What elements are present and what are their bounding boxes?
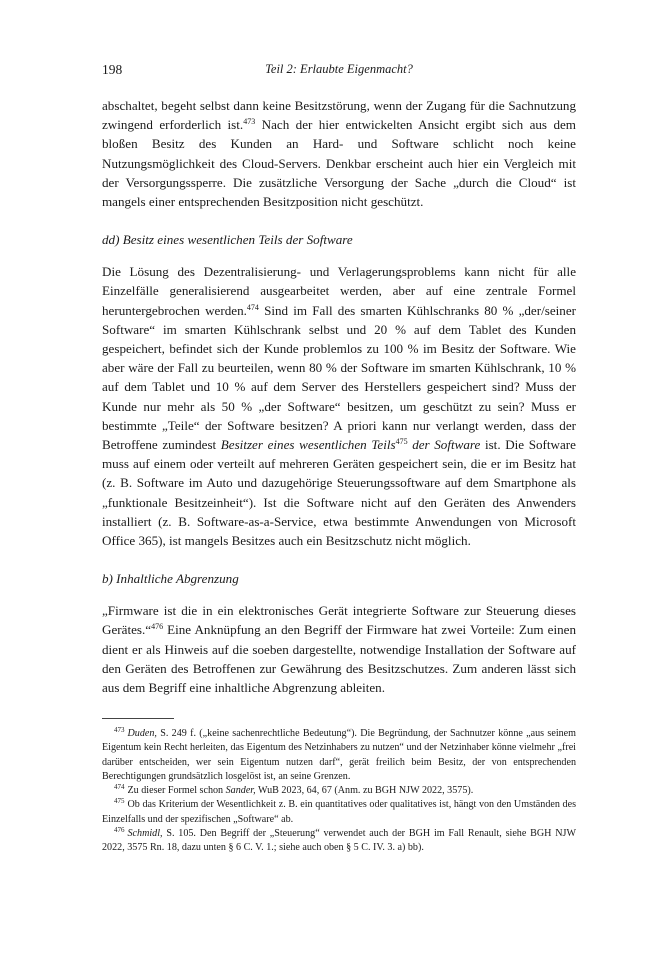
- footnote-separator: [102, 718, 174, 719]
- footnote-474: $^{474}$ Zu dieser Formel schon Sander, WuB 2023, 64, 67 (Anm. zu BGH NJW 2022, 3575).: [114, 783, 474, 797]
- emphasis-wesentlicher-teil: Besitzer eines wesentlichen Teils: [220, 437, 396, 453]
- book-page: [102, 62, 576, 855]
- main-text: [102, 96, 576, 697]
- footnotes: [102, 727, 576, 855]
- section-heading-dd: dd) Besitz eines wesentlichen Teils der Software: [102, 232, 353, 248]
- footnote-ref-473[interactable]: 473: [243, 117, 256, 127]
- section-heading-b: b) Inhaltliche Abgrenzung: [102, 571, 239, 587]
- paragraph-3: „Firmware ist die in ein elektronisches Gerät integrierte Software zur Steuerung dieses Gerätes.“$^{476}$ Eine Anknüpfung an den Begriff der Firmware hat zwei Vorteile: Zum einen dient er als Hinweis auf die soeben dargestellte, notwendige Installation der Software auf den Geräten des Betroffenen zur Gewährung des Besitzschutzes. Zum anderen lässt sich aus dem Begriff eine inhaltliche Abgrenzung ableiten.: [102, 603, 576, 696]
- running-head: Teil 2: Erlaubte Eigenmacht?: [265, 62, 413, 76]
- footnote-475: $^{475}$ Ob das Kriterium der Wesentlichkeit z. B. ein quantitatives oder qualitatives ist, hängt von den Umständen des Einzelfalls und der spezifischen „Software“ ab.: [102, 797, 576, 825]
- paragraph-2: Die Lösung des Dezentralisierung- und Verlagerungsproblems kann nicht für alle Einzelfälle generalisierend ausgearbeitet werden, aber auf eine zentrale Formel heruntergebrochen werden.$^{474}$ Sind im Fall des smarten Kühlschranks 80 % „der/seiner Software“ im smarten Kühlschrank selbst und 20 % auf dem Tablet des Kunden gespeichert, befindet sich der Kunde problemlos zu 100 % im Besitz der Software. Wie aber wäre der Fall zu beurteilen, wenn 80 % der Software im smarten Kühlschrank, 10 % auf dem Tablet und 10 % auf dem Server des Herstellers gespeichert sind? Muss der Kunde nur mehr als 50 % „der Software“ besitzen, um geschützt zu sein? Muss er bestimmte „Teile“ der Software besitzen? A priori kann nur verlangt werden, dass der Betroffene zumindest Besitzer eines wesentlichen Teils$^{475}$ der Software ist. Die Software muss auf einem oder verteilt auf mehreren Geräten gespeichert sein, die er im Besitz hat (z. B. Software im Auto und dazugehörige Steuerungssoftware auf dem Smartphone als „funktionale Besitzeinheit“). Ist die Software nicht auf den Geräten des Anwenders installiert (z. B. Software-as-a-Service, etwa bestimmte Anwendungen von Microsoft Office 365), ist mangels Besitzes auch ein Besitzschutz nicht möglich.: [102, 264, 576, 549]
- footnote-ref-476[interactable]: 476: [151, 622, 164, 632]
- page-header: [102, 62, 576, 82]
- footnote-ref-474[interactable]: 474: [246, 302, 259, 312]
- paragraph-1: abschaltet, begeht selbst dann keine Besitzstörung, wenn der Zugang für die Sachnutzung zwingend erforderlich ist.$^{473}$ Nach der hier entwickelten Ansicht ergibt sich aus dem bloßen Besitz des Kunden an Hard- und Software schlicht noch keine Nutzungsmöglichkeit des Cloud-Servers. Denkbar erscheint auch hier ein Vergleich mit der Versorgungssperre. Die zusätzliche Versorgung der Sache „durch die Cloud“ ist mangels einer entsprechenden Besitzposition nicht geschützt.: [102, 98, 576, 210]
- footnote-473: $^{473}$ Duden, S. 249 f. („keine sachenrechtliche Bedeutung“). Die Begründung, der Sachnutzer könne „aus seinem Eigentum kein Recht herleiten, das Eigentum des Netzinhabers zu nutzen“ und der Netzinhaber könne vielmehr „frei darüber entscheiden, wer sein Eigentum nutzen darf“, gerät freilich beim Besitz, der von entsprechenden Berechtigungen grundsätzlich losgelöst ist, an seine Grenzen.: [102, 726, 576, 782]
- footnote-ref-475[interactable]: 475: [395, 437, 408, 447]
- footnote-476: $^{476}$ Schmidl, S. 105. Den Begriff der „Steuerung“ verwendet auch der BGH im Fall Renault, siehe BGH NJW 2022, 3575 Rn. 18, dazu unten § 6 C. V. 1.; siehe auch oben § 5 C. IV. 3. a) bb).: [102, 825, 576, 853]
- page-number: 198: [102, 62, 123, 77]
